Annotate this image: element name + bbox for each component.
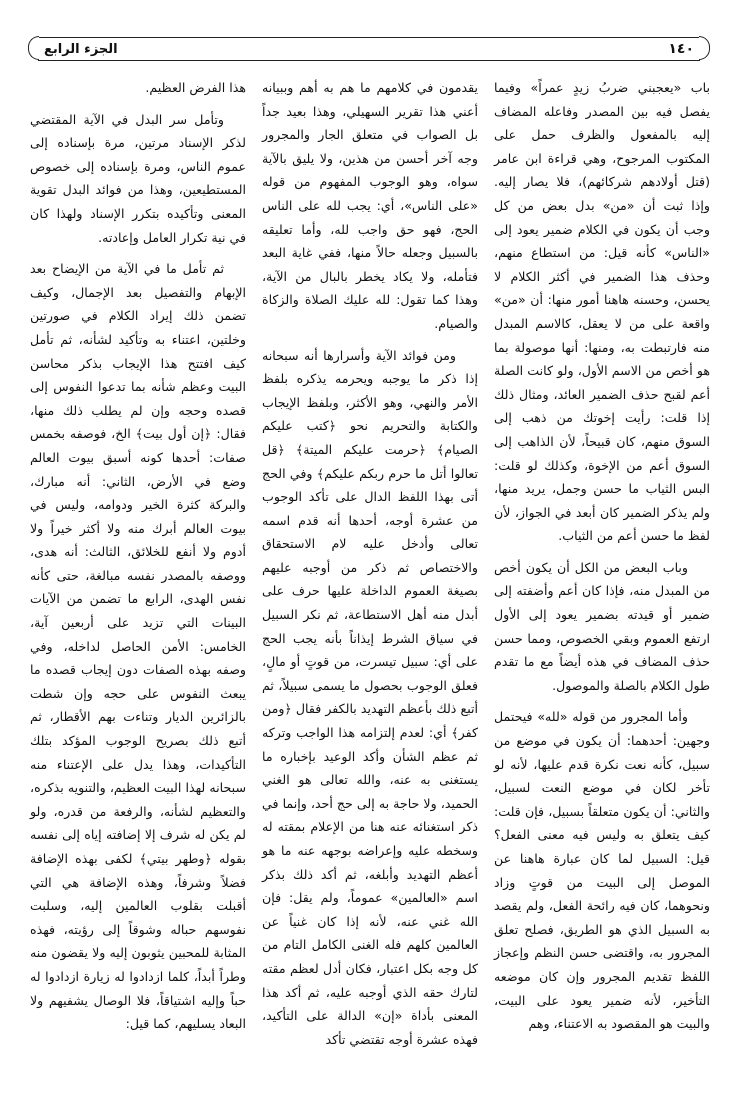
column-left	[30, 76, 246, 1086]
page-header	[38, 37, 700, 61]
paragraph: وتأمل سر البدل في الآية المقتضي لذكر الإسناد مرتين، مرة بإسناده إلى عموم الناس، ومرة بإسناده إلى خصوص المستطيعين، وهذا من فوائد البدل تقوية المعنى وتأكيده بتكرر الإسناد ولهذا كان في نية تكرار العامل وإعادته.	[30, 111, 246, 245]
text-columns	[30, 76, 710, 1086]
paragraph: هذا الفرض العظيم.	[145, 80, 246, 95]
paragraph: باب «يعجبني ضربُ زيدٍ عمراً» وفيما يفصل فيه بين المصدر وفاعله المضاف إليه بالمفعول والظرف حمل على المكتوب المرجوح، وهي قراءة ابن عامر (قتل أولادهم شركائهم)، فلا يصار إليه. وإذا ثبت أن «من» بدل بعض من كل وجب أن يكون في الكلام ضمير يعود إلى «الناس» كأنه قيل: من استطاع منهم، وحذف هذا الضمير في أكثر الكلام لا يحسن، وحسنه هاهنا أمور منها: أن «من» واقعة على من لا يعقل، كالاسم المبدل منه فارتبطت به، ومنها: أنها موصولة بما هو أخص من الاسم الأول، ولو كانت الصلة أعم لقبح حذف الضمير العائد، ومثال ذلك إذا قلت: رأيت إخوتك من ذهب إلى السوق منهم، كان قبيحاً، لأن الذاهب إلى السوق أعم من الإخوة، وكذلك لو قلت: البس الثياب ما حسن وجمل، يريد منها، ولم يذكر الضمير كان أبعد في الجواز، لأن لفظ ما حسن أعم من الثياب.	[494, 80, 710, 544]
paragraph: يقدمون في كلامهم ما هم به أهم وببيانه أعني هذا تقرير السهيلي، وهذا بعيد جداً بل الصواب في متعلق الجار والمجرور وجه آخر أحسن من هذين، ولا يليق بالآية سواه، وهو الوجوب المفهوم من قوله «على الناس»، أي: يجب لله على الناس الحج، فهو حق واجب لله، وأما تعليقه بالسبيل وجعله حالاً منها، ففي غاية البعد فتأمله، ولا يكاد يخطر بالبال من الآية، وهذا كما تقول: لله عليك الصلاة والزكاة والصيام.	[262, 80, 478, 331]
paragraph: ثم تأمل ما في الآية من الإيضاح بعد الإبهام والتفصيل بعد الإجمال، وكيف تضمن ذلك إيراد الكلام في صورتين وخلتين، اعتناء به وتأكيد لشأنه، ثم تأمل كيف افتتح هذا الإيجاب بذكر محاسن البيت وعظم شأنه بما تدعوا النفوس إلى قصده وحجه وإن لم يطلب ذلك منها، فقال: ﴿إن أول بيت﴾ الخ، فوصفه بخمس صفات: أحدها كونه أسبق بيوت العالم وضع في الأرض، الثاني: أنه مبارك، والبركة كثرة الخير ودوامه، وليس في بيوت العالم أبرك منه ولا أكثر خيراً ولا أدوم ولا أنفع للخلائق، الثالث: أنه هدى، ووصفه بالمصدر نفسه مبالغة، حتى كأنه نفس الهدى، الرابع ما تضمن من الآيات البينات التي تزيد على أربعين آية، الخامس: الأمن الحاصل لداخله، وفي وصفه بهذه الصفات دون إيجاب قصده ما يبعث النفوس على حجه وإن شطت بالزائرين الديار وتناءت بهم الأقطار، ثم أتبع ذلك بصريح الوجوب المؤكد بتلك التأكيدات، وهذا يدل على الإعتناء منه سبحانه لهذا البيت العظيم، والتنويه بذكره، والتعظيم لشأنه، والرفعة من قدره، ولو لم يكن له شرف إلا إضافته إياه إلى نفسه بقوله ﴿وطهر بيتي﴾ لكفى بهذه الإضافة فضلاً وشرفاً، وهذه الإضافة هي التي أقبلت بقلوب العالمين إليه، وسلبت نفوسهم حباله وشوقاً إلى رؤيته، فهذه المثابة للمحبين يثوبون إليه ولا يقضون منه وطراً أبداً، كلما ازدادوا له زيارة ازدادوا له حباً وإليه اشتياقاً، فلا الوصال يشفيهم ولا البعاد يسليهم، كما قيل:	[30, 261, 246, 1032]
column-right	[494, 76, 710, 1086]
paragraph: وباب البعض من الكل أن يكون أخص من المبدل منه، فإذا كان أعم وأضفته إلى ضمير أو قيدته بضمير يعود إلى الأول ارتفع العموم وبقي الخصوص، ومما حسن حذف المضاف في هذه أيضاً مع ما تقدم طول الكلام بالصلة والموصول.	[494, 559, 710, 693]
column-middle	[262, 76, 478, 1086]
page-number: ١٤٠	[668, 41, 694, 57]
paragraph: وأما المجرور من قوله «لله» فيحتمل وجهين: أحدهما: أن يكون في موضع من سبيل، كأنه نعت نكرة قدم عليها، لأنه لو تأخر لكان في موضع النعت لسبيل، والثاني: أن يكون متعلقاً بسبيل، فإن قلت: كيف يتعلق به وليس فيه معنى الفعل؟ قيل: السبيل لما كان عبارة هاهنا عن الموصل إلى البيت من قوتٍ وزاد ونحوهما، كان فيه رائحة الفعل، ولم يقصد به السبيل الذي هو الطريق، فصلح تعلق المجرور به، واقتضى حسن النظم وإعجاز اللفظ تقديم المجرور وإن كان موضعه التأخير، لأنه ضمير يعود على البيت، والبيت هو المقصود به الاعتناء، وهم	[494, 709, 710, 1032]
running-title: الجزء الرابع	[44, 41, 118, 57]
paragraph: ومن فوائد الآية وأسرارها أنه سبحانه إذا ذكر ما يوجبه ويحرمه يذكره بلفظ الأمر والنهي، وهو الأكثر، وبلفظ الإيجاب والكتابة والتحريم نحو ﴿كتب عليكم الصيام﴾ ﴿حرمت عليكم الميتة﴾ ﴿قل تعالوا أتل ما حرم ربكم عليكم﴾ وفي الحج أتى بهذا اللفظ الدال على تأكد الوجوب من عشرة أوجه، أحدها أنه قدم اسمه تعالى وأدخل عليه لام الاستحقاق والاختصاص ثم ذكر من أوجبه عليهم بصيغة العموم الداخلة عليها حرف على أبدل منه أهل الاستطاعة، ثم نكر السبيل في سياق الشرط إيذاناً بأنه يجب الحج على أي: سبيل تيسرت، من قوتٍ أو مالٍ، فعلق الوجوب بحصول ما يسمى سبيلاً، ثم أتبع ذلك بأعظم التهديد بالكفر فقال ﴿ومن كفر﴾ أي: لعدم إلتزامه هذا الواجب وتركه ثم عظم الشأن وأكد الوعيد بإخباره ما يستغنى به عنه، والله تعالى هو الغني الحميد، ولا حاجة به إلى حج أحد، وإنما في ذكر استغنائه عنه هنا من الإعلام بمقته له وسخطه عليه وإعراضه بوجهه عنه ما هو أعظم التهديد وأبلغه، ثم أكد ذلك بذكر اسم «العالمين» عموماً، ولم يقل: فإن الله غني عنه، لأنه إذا كان غنياً عن العالمين كلهم فله الغنى الكامل التام من كل وجه بكل اعتبار، فكان أدل لعظم مقته لتارك حقه الذي أوجبه عليه، ثم أكد هذا المعنى بأداة «إن» الدالة على التأكيد، فهذه عشرة أوجه تقتضي تأكد	[262, 347, 478, 1047]
